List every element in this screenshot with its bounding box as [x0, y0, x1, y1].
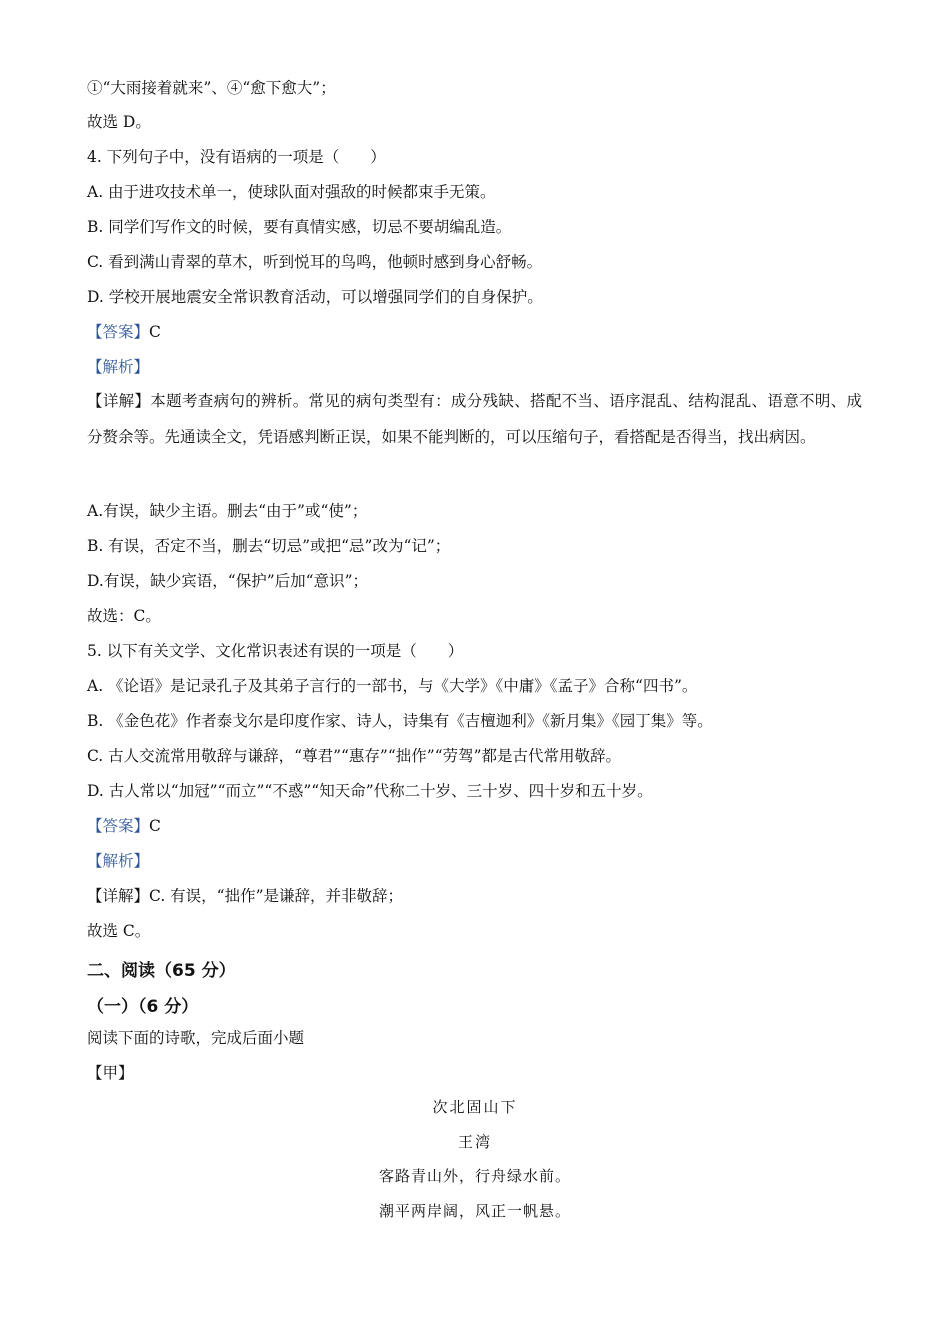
section-2-heading: 二、阅读（65 分） — [87, 961, 236, 981]
question-5-conclusion: 故选 C。 — [87, 922, 151, 940]
question-4-answer — [87, 322, 161, 342]
question-4-detail — [87, 383, 862, 455]
answer-value: C — [149, 323, 161, 341]
detail-text: 本题考查病句的辨析。常见的病句类型有：成分残缺、搭配不当、语序混乱、结构混乱、语意不明、成分赘余等。先通读全文，凭语感判断正误，如果不能判断的，可以压缩句子，看搭配是否得当，找出病因。 — [87, 392, 862, 446]
detail-tag: 【详解】 — [87, 392, 151, 410]
question-4-option-d: D. 学校开展地震安全常识教育活动，可以增强同学们的自身保护。 — [87, 288, 543, 306]
question-5-detail — [87, 886, 403, 906]
poem-title: 次北固山下 — [432, 1098, 518, 1116]
question-4-option-b: B. 同学们写作文的时候，要有真情实感，切忌不要胡编乱造。 — [87, 218, 512, 236]
answer-value: C — [149, 817, 161, 835]
analysis-tag: 【解析】 — [87, 358, 150, 376]
answer-line-1: ①“大雨接着就来”、④“愈下愈大”； — [87, 79, 336, 97]
question-4-analysis-tag — [87, 357, 149, 377]
question-4-stem: 4. 下列句子中，没有语病的一项是（ ） — [87, 148, 386, 166]
question-5-answer — [87, 816, 161, 836]
question-4-option-c: C. 看到满山青翠的草木，听到悦耳的鸟鸣，他顿时感到身心舒畅。 — [87, 253, 543, 271]
poem-line-1: 客路青山外，行舟绿水前。 — [378, 1167, 571, 1185]
detail-4-a: A.有误，缺少主语。删去“由于”或“使”； — [87, 502, 368, 520]
answer-tag: 【答案】 — [87, 817, 150, 835]
answer-tag: 【答案】 — [87, 323, 150, 341]
poem-author: 王湾 — [457, 1133, 492, 1151]
detail-text: C. 有误，“拙作”是谦辞，并非敬辞； — [149, 887, 404, 905]
question-5-option-d: D. 古人常以“加冠”“而立”“不惑”“知天命”代称二十岁、三十岁、四十岁和五十岁。 — [87, 782, 653, 800]
detail-tag: 【详解】 — [87, 887, 150, 905]
section-2-1-heading: （一）（6 分） — [87, 997, 199, 1017]
poem-jia-label: 【甲】 — [87, 1064, 134, 1082]
question-5-option-b: B. 《金色花》作者泰戈尔是印度作家、诗人，诗集有《吉檀迦利》《新月集》《园丁集》等。 — [87, 712, 713, 730]
question-4-conclusion: 故选：C。 — [87, 607, 161, 625]
reading-instruction: 阅读下面的诗歌，完成后面小题 — [87, 1029, 305, 1047]
detail-4-d: D.有误，缺少宾语，“保护”后加“意识”； — [87, 572, 368, 590]
question-5-analysis-tag — [87, 851, 149, 871]
question-5-stem: 5. 以下有关文学、文化常识表述有误的一项是（ ） — [87, 642, 464, 660]
question-4-option-a: A. 由于进攻技术单一，使球队面对强敌的时候都束手无策。 — [87, 183, 496, 201]
detail-4-b: B. 有误，否定不当，删去“切忌”或把“忌”改为“记”； — [87, 537, 451, 555]
conclusion-line: 故选 D。 — [87, 113, 151, 131]
poem-line-2: 潮平两岸阔，风正一帆悬。 — [378, 1202, 571, 1220]
question-5-option-c: C. 古人交流常用敬辞与谦辞，“尊君”“惠存”“拙作”“劳驾”都是古代常用敬辞。 — [87, 747, 622, 765]
question-5-option-a: A. 《论语》是记录孔子及其弟子言行的一部书，与《大学》《中庸》《孟子》合称“四书”。 — [87, 677, 698, 695]
analysis-tag: 【解析】 — [87, 852, 150, 870]
